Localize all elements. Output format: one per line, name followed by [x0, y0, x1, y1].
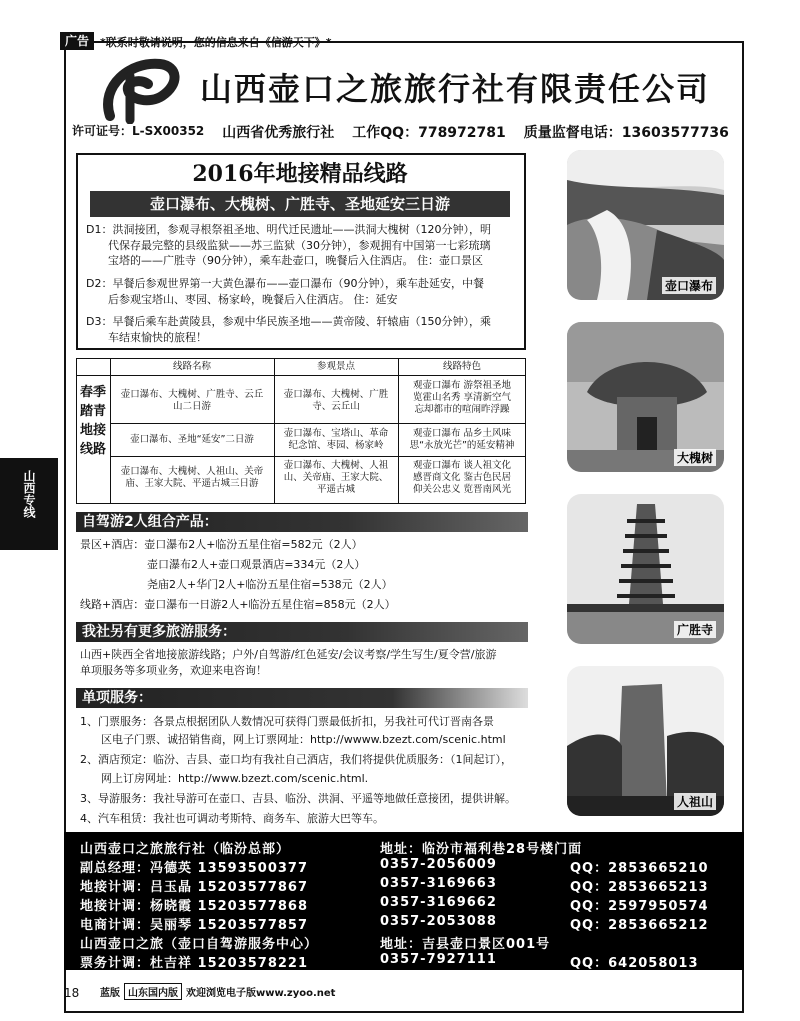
table-cell: 壶口瀑布、圣地“延安”二日游: [130, 434, 254, 445]
selfdrive-line: 线路+酒店：壶口瀑布一日游2人+临汾五星住宿=858元（2人）: [80, 598, 396, 611]
contact-row: 副总经理：冯德英 13593500377 0357-2056009 QQ：2853665210: [80, 857, 709, 876]
header-info: [72, 122, 742, 142]
footer-link[interactable]: 欢迎浏览电子版www.zyoo.net: [186, 988, 336, 999]
contact-row: 票务计调：杜吉祥 15203578221 0357-7927111 QQ：642058013: [80, 952, 699, 971]
footer: [100, 983, 335, 1000]
route-title: 2016年地接精品线路: [192, 161, 408, 187]
photo-caption: 大槐树: [674, 449, 716, 466]
table-cell: 观壶口瀑布 谈人祖文化 感晋商文化 鉴古色民居 仰关公忠义 览晋南风光: [412, 460, 512, 495]
table-cell: 壶口瀑布、大槐树、人祖 山、关帝庙、王家大院、 平遥古城: [283, 460, 389, 495]
photo-temple-pagoda: [567, 494, 724, 644]
photo-waterfall: [567, 150, 724, 300]
more-line: 单项服务等多项业务，欢迎来电咨询！: [80, 664, 267, 677]
contact-row: 电商计调：吴丽琴 15203577857 0357-2053088 QQ：2853665212: [80, 914, 709, 933]
day-line: D1：洪洞接团，参观寻根祭祖圣地、明代迁民遗址——洪洞大槐树（120分钟），明: [86, 223, 491, 236]
footer-blue: 蓝版: [100, 988, 120, 999]
license-number: 许可证号：L-SX00352: [72, 124, 205, 138]
contact-row: 山西壶口之旅（壶口自驾游服务中心） 地址：吉县壶口景区001号: [80, 937, 551, 952]
single-line: 区电子门票、诚招销售商，网上订票网址：http://wwww.bzezt.com/scenic.html: [101, 733, 506, 746]
single-line: 3、导游服务：我社导游可在壶口、吉县、临汾、洪洞、平遥等地做任意接团，提供讲解。: [80, 792, 516, 805]
side-tab: 山西专线: [0, 458, 58, 550]
table-cell: 壶口瀑布、大槐树、广胜寺、云丘 山二日游: [120, 389, 264, 412]
table-cell: 壶口瀑布、大槐树、广胜 寺、云丘山: [283, 389, 389, 412]
contact-row: 地接计调：杨晓霞 15203577868 0357-3169662 QQ：2597950574: [80, 895, 709, 914]
day-line: D3：早餐后乘车赴黄陵县，参观中华民族圣地——黄帝陵、轩辕庙（150分钟），乘: [86, 315, 491, 328]
route-subtitle: 壶口瀑布、大槐树、广胜寺、圣地延安三日游: [90, 191, 510, 217]
photo-caption: 广胜寺: [674, 621, 716, 638]
table-header: 线路特色: [442, 361, 481, 372]
ad-note: *联系时敬请说明，您的信息来自《信游天下》*: [100, 36, 332, 49]
single-line: 2、酒店预定：临汾、吉县、壶口均有我社自己酒店，我们将提供优质服务：（1间起订），: [80, 753, 512, 766]
award-title: 山西省优秀旅行社: [222, 125, 335, 141]
photo-mountain: [567, 666, 724, 816]
table-cell: 壶口瀑布、大槐树、人祖山、关帝 庙、王家大院、平遥古城三日游: [120, 466, 264, 489]
footer-edition: 山东国内版: [124, 983, 182, 1000]
table-cell: 观壶口瀑布 游祭祖圣地 览霍山名秀 享清新空气 忘却都市的喧闹昨浮躁: [412, 380, 512, 415]
day-line: D2：早餐后参观世界第一大黄色瀑布——壶口瀑布（90分钟），乘车赴延安，中餐: [86, 277, 484, 290]
more-title: 我社另有更多旅游服务：: [76, 622, 528, 642]
day-1: [86, 222, 518, 269]
day-line: 代保存最完整的县级监狱——苏三监狱（30分钟），参观拥有中国第一七彩琉璃: [108, 238, 491, 252]
table-side-label: 春季 踏青 地接 线路: [79, 385, 106, 457]
table-header: 线路名称: [172, 361, 211, 372]
table-header: 参观景点: [316, 361, 355, 372]
photo-pagoda-tree: [567, 322, 724, 472]
day-2: [86, 276, 518, 307]
day-line: 后参观宝塔山、枣园、杨家岭，晚餐后入住酒店。 住：延安: [108, 292, 398, 306]
single-line: 4、汽车租赁：我社也可调动考斯特、商务车、旅游大巴等车。: [80, 812, 384, 825]
single-line: 网上订房网址：http://www.bzezt.com/scenic.html.: [101, 772, 369, 785]
table-cell: 壶口瀑布、宝塔山、革命 纪念馆、枣园、杨家岭: [283, 428, 389, 451]
contact-block: [64, 832, 744, 970]
single-line: 1、门票服务：各景点根据团队人数情况可获得门票最低折扣，另我社可代订晋南各景: [80, 715, 494, 728]
selfdrive-line: 壶口瀑布2人+壶口观景酒店=334元（2人）: [147, 558, 366, 571]
selfdrive-line: 景区+酒店：壶口瀑布2人+临汾五星住宿=582元（2人）: [80, 538, 363, 551]
contact-row: 地接计调：吕玉晶 15203577867 0357-3169663 QQ：2853665213: [80, 876, 709, 895]
selfdrive-line: 尧庙2人+华门2人+临汾五星住宿=538元（2人）: [147, 578, 393, 591]
ad-tag: 广告: [60, 32, 94, 50]
single-title: 单项服务：: [76, 688, 528, 708]
photo-caption: 壶口瀑布: [662, 277, 716, 294]
photo-caption: 人祖山: [674, 793, 716, 810]
day-line: 宝塔的——广胜寺（90分钟），乘车赴壶口，晚餐后入住酒店。 住：壶口景区: [108, 254, 483, 267]
more-line: 山西+陕西全省地接旅游线路；户外/自驾游/红色延安/会议考察/学生写生/夏令营/旅游: [80, 648, 497, 661]
company-logo: [100, 56, 182, 124]
company-name: 山西壶口之旅旅行社有限责任公司: [200, 70, 711, 108]
selfdrive-title: 自驾游2人组合产品：: [76, 512, 528, 532]
work-qq: 工作QQ：778972781: [352, 125, 506, 141]
contact-row: 山西壶口之旅旅行社（临汾总部） 地址：临汾市福利巷28号楼门面: [80, 842, 583, 857]
day-line: 车结束愉快的旅程！: [108, 330, 207, 344]
page-number: 18: [64, 986, 80, 1000]
hotline: 质量监督电话：13603577736: [523, 125, 729, 141]
day-3: [86, 314, 518, 345]
table-cell: 观壶口瀑布 品乡土风味 思“永放光芒”的延安精神: [409, 428, 515, 451]
